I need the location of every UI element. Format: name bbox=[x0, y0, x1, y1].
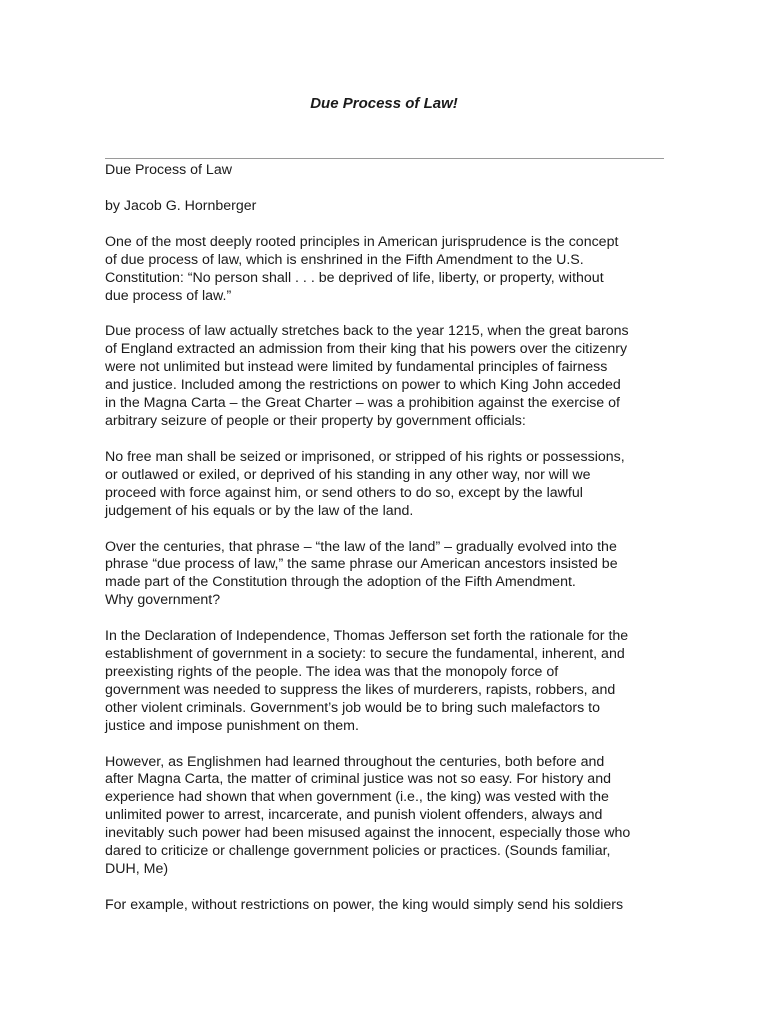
paragraph-line: dared to criticize or challenge government policies or practices. (Sounds familiar, bbox=[105, 843, 611, 860]
document-body bbox=[105, 162, 665, 933]
paragraph-line: Constitution: “No person shall . . . be deprived of life, liberty, or property, without bbox=[105, 269, 604, 286]
paragraph-line: of due process of law, which is enshrined in the Fifth Amendment to the U.S. bbox=[105, 251, 584, 268]
paragraph-line: proceed with force against him, or send others to do so, except by the lawful bbox=[105, 484, 583, 501]
paragraph-line: judgement of his equals or by the law of the land. bbox=[105, 502, 414, 519]
byline: by Jacob G. Hornberger bbox=[105, 197, 257, 214]
paragraph-line: inevitably such power had been misused against the innocent, especially those who bbox=[105, 825, 631, 842]
paragraph-line: phrase “due process of law,” the same phrase our American ancestors insisted be bbox=[105, 556, 618, 573]
paragraph-line: DUH, Me) bbox=[105, 861, 169, 877]
paragraph-line: establishment of government in a society: to secure the fundamental, inherent, and bbox=[105, 646, 625, 663]
paragraph-line: No free man shall be seized or imprisoned, or stripped of his rights or possessions, bbox=[105, 448, 625, 465]
paragraph-line: were not unlimited but instead were limited by fundamental principles of fairness bbox=[105, 359, 608, 376]
paragraph bbox=[105, 323, 665, 430]
paragraph-line: Over the centuries, that phrase – “the law of the land” – gradually evolved into the bbox=[105, 538, 617, 555]
paragraph-line: In the Declaration of Independence, Thomas Jefferson set forth the rationale for the bbox=[105, 628, 629, 645]
paragraph bbox=[105, 628, 665, 735]
paragraph-line: of England extracted an admission from their king that his powers over the citizenry bbox=[105, 341, 628, 358]
paragraph-list bbox=[105, 234, 665, 915]
paragraph-line: due process of law.” bbox=[105, 287, 232, 304]
paragraph-line: in the Magna Carta – the Great Charter – was a prohibition against the exercise of bbox=[105, 395, 620, 412]
paragraph bbox=[105, 234, 665, 306]
paragraph-line: or outlawed or exiled, or deprived of his standing in any other way, nor will we bbox=[105, 466, 591, 483]
paragraph bbox=[105, 897, 665, 915]
paragraph-line: For example, without restrictions on power, the king would simply send his soldiers bbox=[105, 896, 624, 913]
paragraph-line: after Magna Carta, the matter of criminal justice was not so easy. For history and bbox=[105, 771, 611, 788]
paragraph-line: justice and impose punishment on them. bbox=[105, 717, 359, 734]
paragraph bbox=[105, 449, 665, 521]
paragraph-line: preexisting rights of the people. The idea was that the monopoly force of bbox=[105, 663, 559, 680]
document-title: Due Process of Law! bbox=[310, 95, 458, 112]
paragraph bbox=[105, 754, 665, 879]
paragraph-line: unlimited power to arrest, incarcerate, and punish violent offenders, always and bbox=[105, 807, 603, 824]
paragraph-line: experience had shown that when government (i.e., the king) was vested with the bbox=[105, 789, 609, 806]
paragraph-line: made part of the Constitution through the adoption of the Fifth Amendment. bbox=[105, 574, 576, 591]
paragraph-line: Due process of law actually stretches back to the year 1215, when the great barons bbox=[105, 323, 629, 340]
paragraph-line: However, as Englishmen had learned throughout the centuries, both before and bbox=[105, 753, 605, 770]
article-heading: Due Process of Law bbox=[105, 162, 232, 178]
paragraph-line: government was needed to suppress the likes of murderers, rapists, robbers, and bbox=[105, 681, 616, 698]
paragraph-line: arbitrary seizure of people or their property by government officials: bbox=[105, 412, 526, 429]
paragraph bbox=[105, 539, 665, 611]
paragraph-line: One of the most deeply rooted principles in American jurisprudence is the concept bbox=[105, 233, 619, 250]
horizontal-rule bbox=[105, 158, 664, 159]
paragraph-line: and justice. Included among the restrictions on power to which King John acceded bbox=[105, 377, 621, 394]
paragraph-line: other violent criminals. Government’s job would be to bring such malefactors to bbox=[105, 699, 600, 716]
paragraph-line: Why government? bbox=[105, 592, 221, 609]
